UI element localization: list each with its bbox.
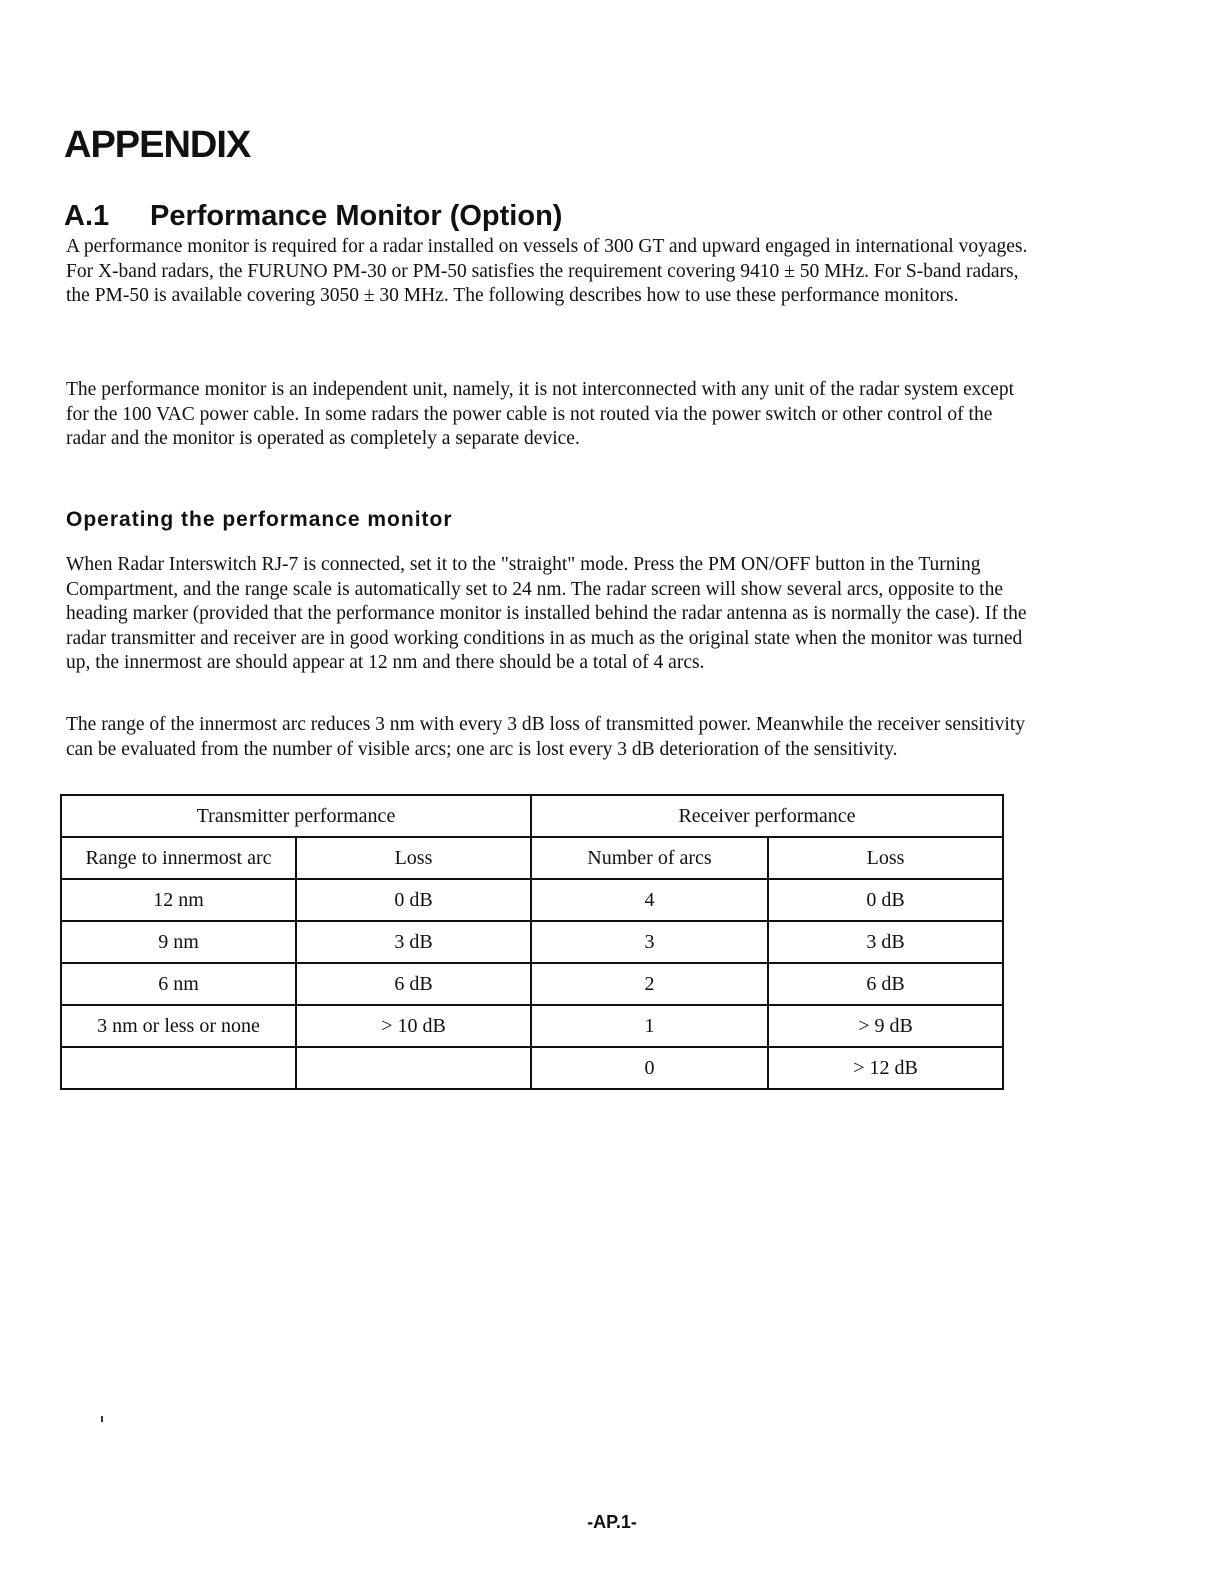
table-column-header-row xyxy=(61,837,1003,879)
appendix-heading: APPENDIX xyxy=(64,124,251,166)
column-header: Loss xyxy=(768,837,1003,879)
table-cell: 0 dB xyxy=(768,879,1003,921)
section-title: Performance Monitor (Option) xyxy=(150,200,563,232)
table-cell: 2 xyxy=(531,963,768,1005)
operating-paragraph-1: When Radar Interswitch RJ-7 is connected, set it to the "straight" mode. Press the PM ON/OFF button in the Turning Compartment, and the range scale is automatically set to 24 nm. The radar screen will show several arcs, opposite to the heading marker (provided that the performance monitor is installed behind the radar antenna as is normally the case). If the radar transmitter and receiver are in good working conditions in as much as the original state when the monitor was turned up, the innermost are should appear at 12 nm and there should be a total of 4 arcs. xyxy=(66,554,1027,673)
intro-paragraph-2: The performance monitor is an independent unit, namely, it is not interconnected with any unit of the radar system except for the 100 VAC power cable. In some radars the power cable is not routed via the power switch or other control of the radar and the monitor is operated as completely a separate device. xyxy=(66,379,1014,449)
column-header: Number of arcs xyxy=(531,837,768,879)
table-row xyxy=(61,963,1003,1005)
subsection-heading: Operating the performance monitor xyxy=(66,508,453,531)
column-header: Loss xyxy=(296,837,531,879)
table-row xyxy=(61,921,1003,963)
table-cell: 6 nm xyxy=(61,963,296,1005)
table-row xyxy=(61,879,1003,921)
table-cell xyxy=(61,1047,296,1089)
table-cell: 3 nm or less or none xyxy=(61,1005,296,1047)
table-row xyxy=(61,1005,1003,1047)
section-number: A.1 xyxy=(64,200,110,232)
table-cell: 9 nm xyxy=(61,921,296,963)
table-cell: > 9 dB xyxy=(768,1005,1003,1047)
table-cell: 3 dB xyxy=(768,921,1003,963)
table-cell: > 12 dB xyxy=(768,1047,1003,1089)
column-header: Range to innermost arc xyxy=(61,837,296,879)
table-cell: 1 xyxy=(531,1005,768,1047)
table-cell: 3 xyxy=(531,921,768,963)
table-cell xyxy=(296,1047,531,1089)
page-number: -AP.1- xyxy=(587,1512,637,1532)
operating-paragraph-2: The range of the innermost arc reduces 3 nm with every 3 dB loss of transmitted power. Meanwhile the receiver sensitivity can be evaluated from the number of visible arcs; one arc is lost every 3 dB deterioration of the sensitivity. xyxy=(66,714,1026,760)
performance-table xyxy=(60,794,1004,1090)
table-cell: 6 dB xyxy=(768,963,1003,1005)
table-cell: 12 nm xyxy=(61,879,296,921)
receiver-performance-header: Receiver performance xyxy=(531,795,1003,837)
table-cell: 0 dB xyxy=(296,879,531,921)
section-heading xyxy=(64,200,562,233)
table-row xyxy=(61,1047,1003,1089)
table-cell: 0 xyxy=(531,1047,768,1089)
table-cell: > 10 dB xyxy=(296,1005,531,1047)
table-cell: 4 xyxy=(531,879,768,921)
scan-speck xyxy=(101,1416,103,1422)
transmitter-performance-header: Transmitter performance xyxy=(61,795,531,837)
intro-paragraph-1: A performance monitor is required for a radar installed on vessels of 300 GT and upward engaged in international voyages. For X-band radars, the FURUNO PM-30 or PM-50 satisfies the requirement covering 9410 ± 50 MHz. For S-band radars, the PM-50 is available covering 3050 ± 30 MHz. The following describes how to use these performance monitors. xyxy=(66,236,1028,306)
table-cell: 3 dB xyxy=(296,921,531,963)
table-group-header-row xyxy=(61,795,1003,837)
table-cell: 6 dB xyxy=(296,963,531,1005)
